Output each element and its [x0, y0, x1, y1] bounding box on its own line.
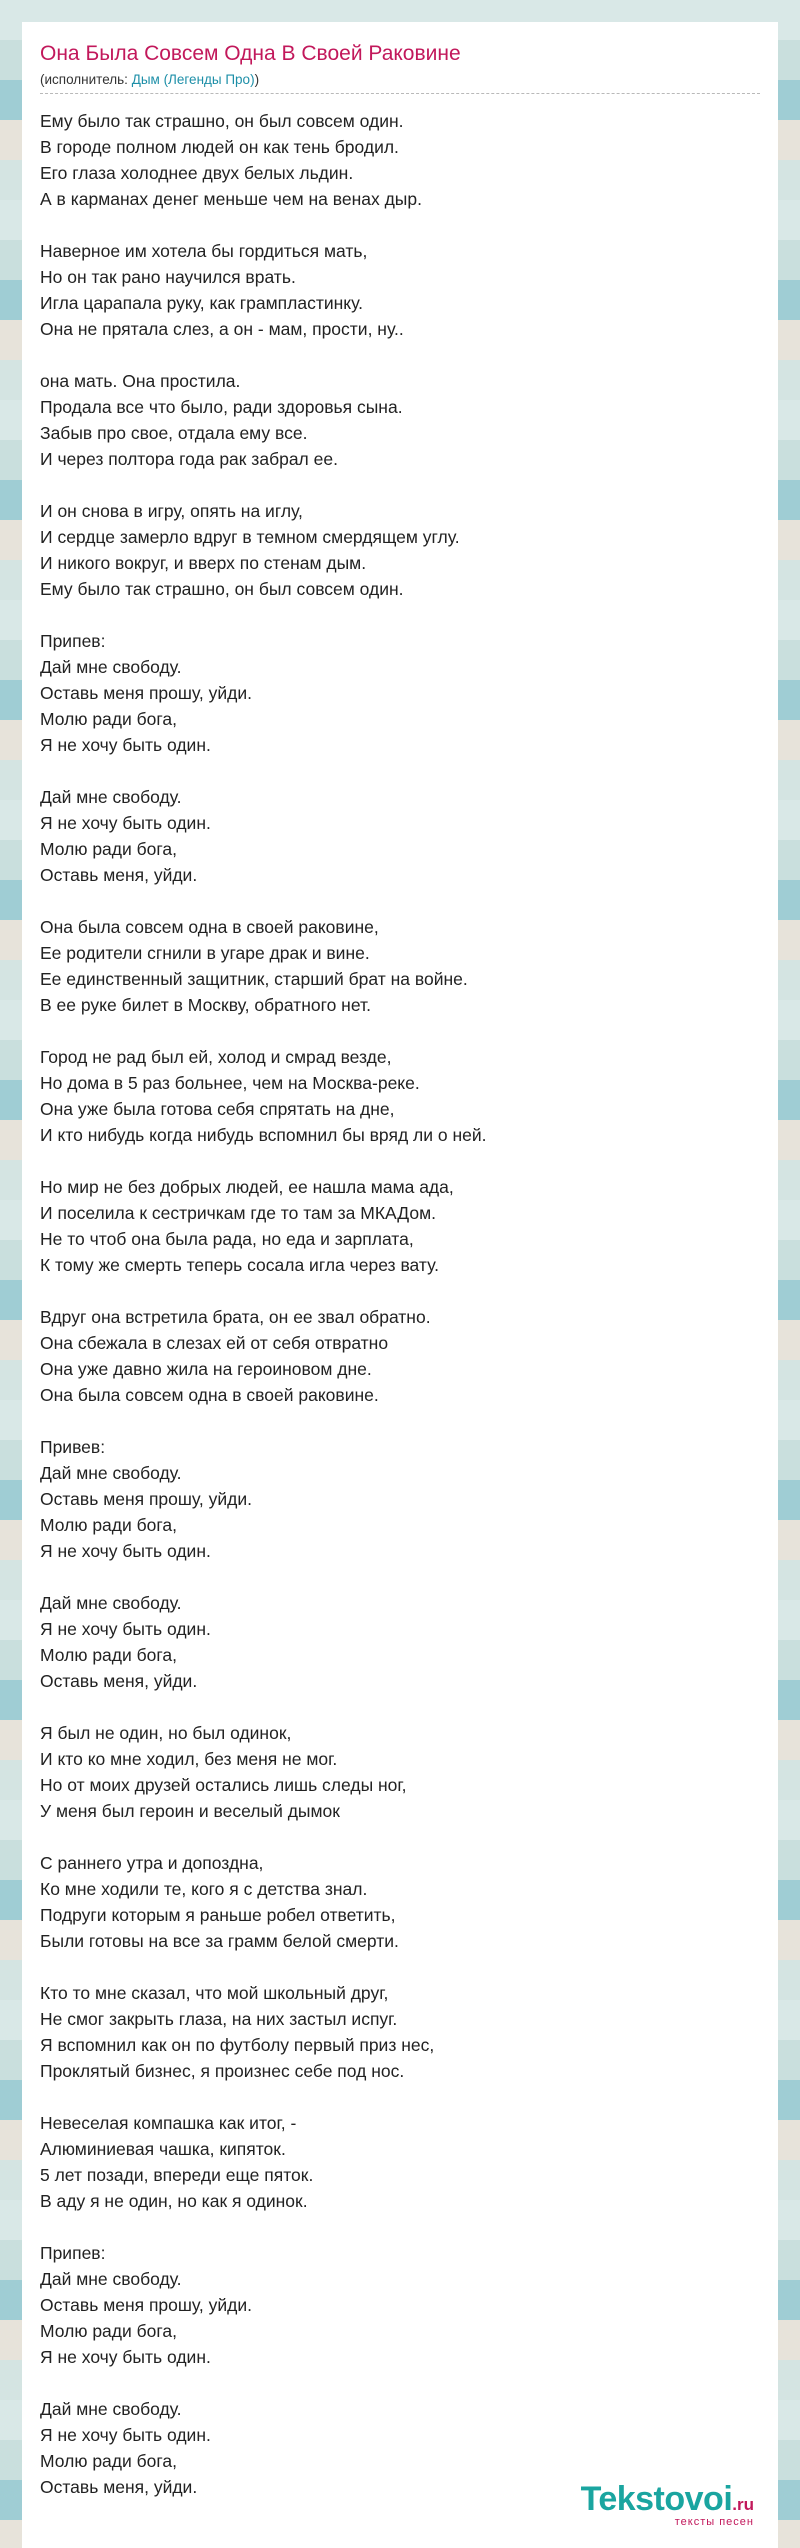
- lyrics-stanza: [40, 1044, 760, 1148]
- lyrics-line: Ему было так страшно, он был совсем один.: [40, 579, 404, 599]
- lyrics-line: Вдруг она встретила брата, он ее звал обратно.: [40, 1307, 431, 1327]
- lyrics-line: Она сбежала в слезах ей от себя отвратно: [40, 1333, 389, 1353]
- lyrics-line: Дай мне свободу.: [40, 1463, 182, 1483]
- lyrics-stanza: [40, 498, 760, 602]
- lyrics-line: Оставь меня, уйди.: [40, 1671, 198, 1691]
- lyrics-line: Я не хочу быть один.: [40, 735, 211, 755]
- lyrics-line: Не смог закрыть глаза, на них застыл испуг.: [40, 2009, 398, 2029]
- lyrics-line: Дай мне свободу.: [40, 2399, 182, 2419]
- lyrics-line: Молю ради бога,: [40, 2321, 177, 2341]
- lyrics-line: она мать. Она простила.: [40, 371, 241, 391]
- lyrics-line: Оставь меня, уйди.: [40, 2477, 198, 2497]
- lyrics-line: Я не хочу быть один.: [40, 2425, 211, 2445]
- lyrics-line: Но дома в 5 раз больнее, чем на Москва-реке.: [40, 1073, 420, 1093]
- lyrics-stanza: [40, 1434, 760, 1564]
- lyrics-line: Я не хочу быть один.: [40, 1541, 211, 1561]
- lyrics-line: Я вспомнил как он по футболу первый приз нес,: [40, 2035, 435, 2055]
- artist-link[interactable]: Дым (Легенды Про): [131, 72, 255, 87]
- lyrics-stanza: [40, 628, 760, 758]
- lyrics-line: Дай мне свободу.: [40, 1593, 182, 1613]
- lyrics-line: Его глаза холоднее двух белых льдин.: [40, 163, 354, 183]
- lyrics-line: В аду я не один, но как я одинок.: [40, 2191, 308, 2211]
- lyrics-line: Проклятый бизнес, я произнес себе под нос.: [40, 2061, 405, 2081]
- lyrics-stanza: [40, 914, 760, 1018]
- lyrics-stanza: [40, 784, 760, 888]
- lyrics-line: Она уже давно жила на героиновом дне.: [40, 1359, 372, 1379]
- logo-name: Tekstovoi: [580, 2480, 733, 2518]
- lyrics-line: Припев:: [40, 2243, 106, 2263]
- logo-domain: .ru: [732, 2495, 754, 2514]
- lyrics-line: Игла царапала руку, как грампластинку.: [40, 293, 363, 313]
- lyrics-stanza: [40, 1850, 760, 1954]
- artist-line: [40, 71, 760, 94]
- lyrics-stanza: [40, 1980, 760, 2084]
- lyrics-line: Продала все что было, ради здоровья сына.: [40, 397, 403, 417]
- artist-prefix: (исполнитель:: [40, 72, 132, 87]
- lyrics-line: Оставь меня прошу, уйди.: [40, 2295, 253, 2315]
- lyrics-stanza: [40, 1590, 760, 1694]
- lyrics-line: Припев:: [40, 631, 106, 651]
- lyrics-stanza: [40, 2240, 760, 2370]
- lyrics-line: Я был не один, но был одинок,: [40, 1723, 292, 1743]
- lyrics-line: Молю ради бога,: [40, 1515, 177, 1535]
- lyrics-line: Город не рад был ей, холод и смрад везде,: [40, 1047, 392, 1067]
- lyrics-line: Она была совсем одна в своей раковине.: [40, 1385, 379, 1405]
- lyrics-line: Молю ради бога,: [40, 839, 177, 859]
- lyrics-stanza: [40, 2110, 760, 2214]
- lyrics-line: Я не хочу быть один.: [40, 1619, 211, 1639]
- lyrics-line: Она не прятала слез, а он - мам, прости, ну..: [40, 319, 404, 339]
- lyrics-line: Но мир не без добрых людей, ее нашла мама ада,: [40, 1177, 454, 1197]
- page-card: [22, 22, 778, 2548]
- lyrics-stanza: [40, 1720, 760, 1824]
- lyrics-line: И кто ко мне ходил, без меня не мог.: [40, 1749, 338, 1769]
- lyrics-line: Подруги которым я раньше робел ответить,: [40, 1905, 396, 1925]
- lyrics-line: Я не хочу быть один.: [40, 2347, 211, 2367]
- lyrics-line: Забыв про свое, отдала ему все.: [40, 423, 308, 443]
- lyrics-line: Она была совсем одна в своей раковине,: [40, 917, 379, 937]
- lyrics-line: И кто нибудь когда нибудь вспомнил бы вряд ли о ней.: [40, 1125, 487, 1145]
- lyrics-line: Я не хочу быть один.: [40, 813, 211, 833]
- lyrics-line: И поселила к сестричкам где то там за МКАДом.: [40, 1203, 436, 1223]
- lyrics-line: В ее руке билет в Москву, обратного нет.: [40, 995, 371, 1015]
- lyrics-line: Не то чтоб она была рада, но еда и зарплата,: [40, 1229, 414, 1249]
- lyrics-line: А в карманах денег меньше чем на венах дыр.: [40, 189, 422, 209]
- lyrics-line: И он снова в игру, опять на иглу,: [40, 501, 303, 521]
- artist-suffix: ): [254, 72, 260, 87]
- lyrics-line: Оставь меня прошу, уйди.: [40, 1489, 253, 1509]
- lyrics-line: И через полтора года рак забрал ее.: [40, 449, 338, 469]
- lyrics-body: [40, 108, 760, 2500]
- lyrics-line: Алюминиевая чашка, кипяток.: [40, 2139, 286, 2159]
- lyrics-line: Но от моих друзей остались лишь следы ног,: [40, 1775, 407, 1795]
- lyrics-stanza: [40, 238, 760, 342]
- lyrics-line: У меня был героин и веселый дымок: [40, 1801, 340, 1821]
- lyrics-line: К тому же смерть теперь сосала игла через вату.: [40, 1255, 439, 1275]
- lyrics-line: Оставь меня, уйди.: [40, 865, 198, 885]
- lyrics-line: Молю ради бога,: [40, 1645, 177, 1665]
- lyrics-line: 5 лет позади, впереди еще пяток.: [40, 2165, 314, 2185]
- lyrics-stanza: [40, 1304, 760, 1408]
- lyrics-stanza: [40, 1174, 760, 1278]
- lyrics-line: Кто то мне сказал, что мой школьный друг,: [40, 1983, 389, 2003]
- lyrics-line: И никого вокруг, и вверх по стенам дым.: [40, 553, 367, 573]
- lyrics-line: Были готовы на все за грамм белой смерти.: [40, 1931, 399, 1951]
- lyrics-line: Оставь меня прошу, уйди.: [40, 683, 253, 703]
- site-logo[interactable]: [581, 2482, 754, 2528]
- lyrics-stanza: [40, 108, 760, 212]
- lyrics-line: Но он так рано научился врать.: [40, 267, 296, 287]
- lyrics-stanza: [40, 368, 760, 472]
- lyrics-line: Молю ради бога,: [40, 709, 177, 729]
- lyrics-line: Дай мне свободу.: [40, 2269, 182, 2289]
- lyrics-line: Она уже была готова себя спрятать на дне,: [40, 1099, 395, 1119]
- lyrics-line: Ее единственный защитник, старший брат на войне.: [40, 969, 468, 989]
- lyrics-line: Ему было так страшно, он был совсем один.: [40, 111, 404, 131]
- lyrics-line: С раннего утра и допоздна,: [40, 1853, 264, 1873]
- lyrics-line: Молю ради бога,: [40, 2451, 177, 2471]
- lyrics-line: Невеселая компашка как итог, -: [40, 2113, 297, 2133]
- lyrics-line: И сердце замерло вдруг в темном смердящем углу.: [40, 527, 460, 547]
- page-title: Она Была Совсем Одна В Своей Раковине: [40, 42, 461, 65]
- lyrics-line: Наверное им хотела бы гордиться мать,: [40, 241, 368, 261]
- lyrics-line: Дай мне свободу.: [40, 787, 182, 807]
- lyrics-line: Дай мне свободу.: [40, 657, 182, 677]
- logo-tagline: тексты песен: [674, 2516, 754, 2528]
- lyrics-line: Ко мне ходили те, кого я с детства знал.: [40, 1879, 368, 1899]
- lyrics-line: Ее родители сгнили в угаре драк и вине.: [40, 943, 370, 963]
- lyrics-line: В городе полном людей он как тень бродил.: [40, 137, 399, 157]
- lyrics-line: Привев:: [40, 1437, 106, 1457]
